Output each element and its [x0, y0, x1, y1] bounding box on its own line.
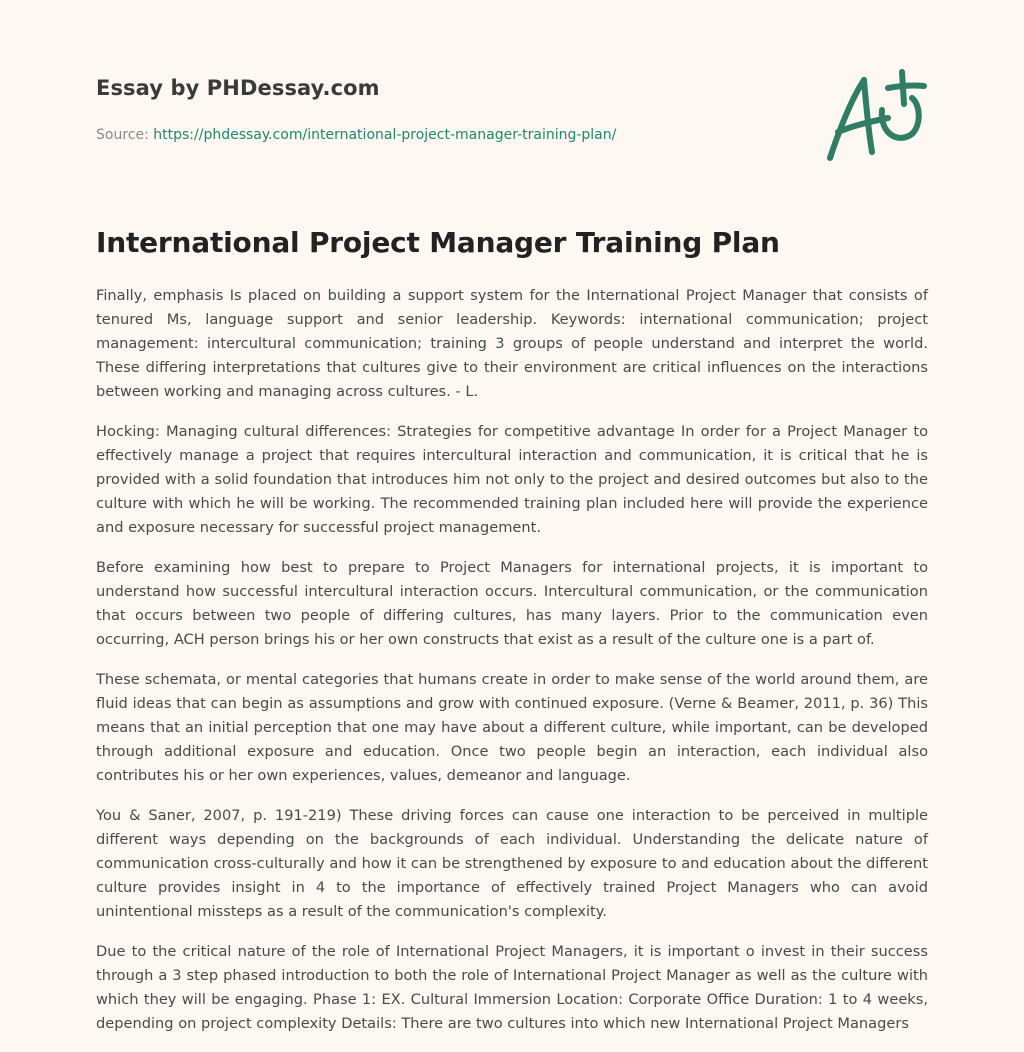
essay-paragraph: You & Saner, 2007, p. 191-219) These driving forces can cause one interaction to be perceived in multiple different ways depending on the backgrounds of each individual. Understanding the delicate nature of communication cross-culturally and how it can be strengthened by exposure to and education about the different culture provides insight in 4 to the importance of effectively trained Project Managers who can avoid unintentional missteps as a result of the communication's complexity. [96, 807, 928, 920]
source-label: Source: [96, 127, 149, 143]
essay-paragraph: Finally, emphasis Is placed on building a support system for the International Project Manager that consists of tenured Ms, language support and senior leadership. Keywords: international communication; project management: intercultural communication; training 3 groups of people understand and interpret the world. These differing interpretations that cultures give to their environment are critical influences on the interactions between working and managing across cultures. - L. [96, 287, 928, 400]
essay-paragraph: Due to the critical nature of the role of International Project Managers, it is important o invest in their success through a 3 step phased introduction to both the role of International Project Manager as well as the culture with which they will be engaging. Phase 1: EX. Cultural Immersion Location: Corporate Office Duration: 1 to 4 weeks, depending on project complexity Details: There are two cultures into which new International Project Managers [96, 943, 928, 1032]
source-link[interactable]: https://phdessay.com/international-project-manager-training-plan/ [153, 127, 617, 143]
essay-title: International Project Manager Training Plan [96, 226, 780, 259]
essay-paragraph: Before examining how best to prepare to Project Managers for international projects, it is important to understand how successful intercultural interaction occurs. Intercultural communication, or the communication that occurs between two people of differing cultures, has many layers. Prior to the communication even occurring, ACH person brings his or her own constructs that exist as a result of the culture one is a part of. [96, 559, 928, 648]
source-line [96, 127, 796, 143]
site-brand: Essay by PHDessay.com [96, 76, 380, 100]
essay-body [96, 284, 928, 1052]
essay-paragraph: These schemata, or mental categories that humans create in order to make sense of the world around them, are fluid ideas that can begin as assumptions and grow with continued exposure. (Verne & Beamer, 2011, p. 36) This means that an initial perception that one may have about a different culture, while important, can be developed through additional exposure and education. Once two people begin an interaction, each individual also contributes his or her own experiences, values, demeanor and language. [96, 671, 928, 784]
a-plus-logo-icon [818, 66, 930, 166]
essay-paragraph: Hocking: Managing cultural differences: Strategies for competitive advantage In order for a Project Manager to effectively manage a project that requires intercultural interaction and communication, it is critical that he is provided with a solid foundation that introduces him not only to the project and desired outcomes but also to the culture with which he will be working. The recommended training plan included here will provide the experience and exposure necessary for successful project management. [96, 423, 928, 536]
page-header [96, 76, 796, 143]
